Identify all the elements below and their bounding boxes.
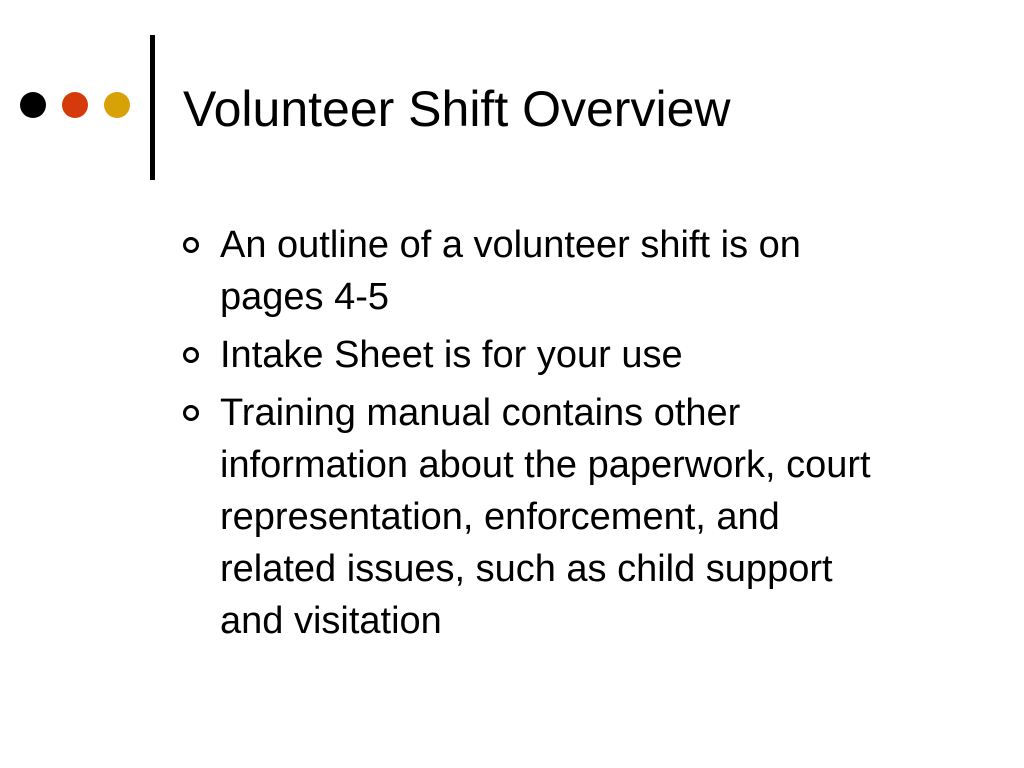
title-divider — [150, 35, 155, 180]
bullet-text: Intake Sheet is for your use — [220, 334, 683, 376]
bullet-item — [183, 329, 903, 381]
bullet-text: An outline of a volunteer shift is on pages 4-5 — [220, 224, 801, 318]
red-dot-icon — [62, 92, 88, 118]
bullet-text: Training manual contains other information about the paperwork, court representation, enforcement, and related issues, such as child support and visitation — [220, 392, 871, 642]
black-dot-icon — [20, 92, 46, 118]
bullet-item — [183, 387, 903, 647]
slide-title: Volunteer Shift Overview — [183, 81, 731, 137]
bullet-item — [183, 219, 903, 323]
hollow-circle-bullet-icon — [183, 405, 199, 421]
hollow-circle-bullet-icon — [183, 347, 199, 363]
decorative-dots — [20, 92, 140, 120]
gold-dot-icon — [104, 92, 130, 118]
hollow-circle-bullet-icon — [183, 237, 199, 253]
bullet-list — [183, 219, 903, 653]
